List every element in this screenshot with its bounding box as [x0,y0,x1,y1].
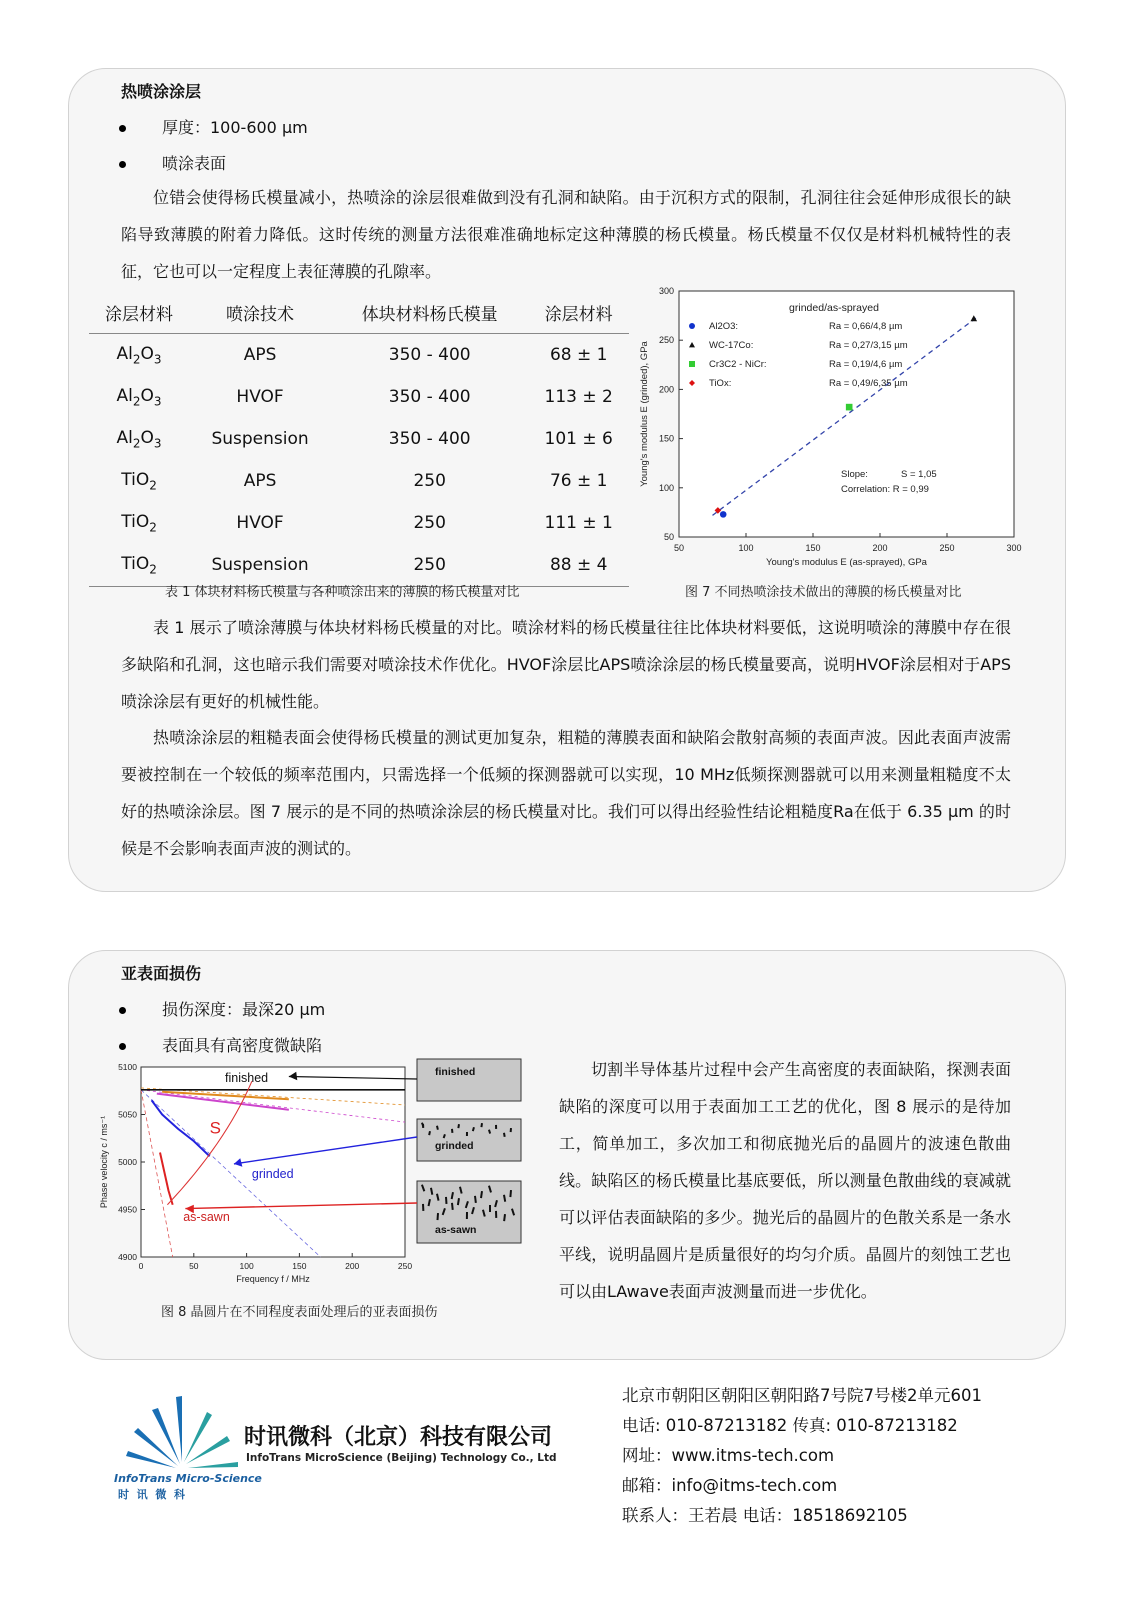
subscript: 3 [153,436,162,451]
material-text: O [140,427,154,448]
subscript: 2 [149,520,157,535]
material-text: TiO [121,469,150,490]
paragraph: 表 1 展示了喷涂薄膜与体块材料杨氏模量的对比。喷涂材料的杨氏模量往往比体块材料要低，这说明喷涂的薄膜中存在很多缺陷和孔洞，这也暗示我们需要对喷涂技术作优化。HVOF涂层比APS喷涂涂层的杨氏模量要高，说明HVOF涂层相对于APS喷涂涂层有更好的机械性能。 [121,618,1011,711]
subsurface-damage-panel [68,950,1066,1360]
tech-cell: Suspension [211,429,309,449]
company-name-cn: 时讯微科（北京）科技有限公司 [244,1425,553,1450]
coat-cell: 88 ± 4 [528,544,629,587]
bullet-dot [119,1043,126,1050]
bullet-dot [119,1007,126,1014]
bullet-text: 厚度：100-600 µm [162,118,308,137]
x-tick-label: 300 [1006,543,1022,553]
coat-cell: 68 ± 1 [549,345,608,365]
coat-cell: 111 ± 1 [544,513,613,533]
x-axis-label: Young's modulus E (as-sprayed), GPa [766,557,927,568]
x-tick-label: 50 [673,543,685,553]
address: 北京市朝阳区朝阳区朝阳路7号院7号楼2单元601 [622,1386,982,1405]
table-row [89,502,629,544]
y-axis-label: Young's modulus E (grinded), GPa [639,341,650,487]
x-tick-label: 200 [345,1261,360,1271]
tech-cell: HVOF [236,387,284,407]
legend-label: TiOx: [709,378,732,389]
defect-mark [495,1211,497,1218]
bulk-cell: 350 - 400 [388,429,471,449]
inset-label: finished [435,1066,476,1078]
table-header: 涂层材料 [528,291,629,334]
table-row [89,334,629,377]
subscript: 3 [153,394,162,409]
y-tick-label: 4950 [118,1204,137,1215]
material-cell [89,334,189,377]
legend-label: WC-17Co: [709,340,754,351]
legend-ra: Ra = 0,27/3,15 µm [829,340,908,351]
chart-title: grinded/as-sprayed [789,302,879,314]
material-text: Al [116,385,133,406]
bulk-cell: 350 - 400 [388,387,471,407]
figure-caption: 图 7 不同热喷涂技术做出的薄膜的杨氏模量对比 [685,585,962,600]
bullet-dot [119,125,126,132]
bullet-text: 喷涂表面 [162,154,227,173]
subscript: 2 [132,436,141,451]
inset-label: as-sawn [435,1224,477,1236]
correlation-label: Correlation: R = 0,99 [841,484,929,495]
table-row [89,460,629,502]
material-text: TiO [121,511,150,532]
bullet-item [119,997,325,1020]
tech-cell: APS [243,471,277,491]
material-text: Al [116,343,133,364]
figure-caption: 图 8 晶圆片在不同程度表面处理后的亚表面损伤 [161,1305,438,1320]
s-label: S [209,1118,221,1138]
y-tick-label: 250 [658,335,674,346]
bullet-text: 损伤深度：最深20 µm [162,1000,326,1019]
dispersion-chart [95,1051,525,1301]
y-tick-label: 5100 [118,1062,137,1072]
y-tick-label: 50 [663,532,674,542]
material-text: TiO [121,553,150,574]
tech-cell: APS [243,345,277,365]
legend-ra: Ra = 0,19/4,6 µm [829,359,903,370]
logo-text-cn: 时 讯 微 科 [118,1488,185,1501]
coat-cell: 101 ± 6 [544,429,613,449]
coat-cell: 76 ± 1 [549,471,608,491]
data-point [720,511,727,518]
x-tick-label: 250 [939,543,955,553]
material-cell [89,376,189,418]
bullet-item [119,115,308,138]
section-heading: 热喷涂涂层 [121,82,202,101]
section-heading: 亚表面损伤 [121,964,202,983]
x-tick-label: 100 [738,543,754,553]
x-tick-label: 200 [872,543,888,553]
website-link[interactable]: 网址：www.itms-tech.com [622,1446,835,1465]
youngs-modulus-chart [629,281,1029,591]
table-header: 喷涂技术 [189,291,331,334]
table-row [89,376,629,418]
x-tick-label: 0 [138,1261,144,1271]
bullet-item [119,151,226,174]
defect-mark [489,1205,491,1212]
y-tick-label: 300 [658,286,674,296]
company-name-en: InfoTrans MicroScience (Beijing) Technology Co., Ltd [246,1452,557,1464]
legend-label: Cr3C2 - NiCr: [709,359,767,370]
legend-marker [689,323,695,329]
inset-label: grinded [435,1140,474,1152]
y-tick-label: 100 [658,482,674,493]
material-cell [89,460,189,502]
legend-ra: Ra = 0,66/4,8 µm [829,321,903,332]
subscript: 2 [149,562,157,577]
defect-mark [451,1129,453,1133]
x-tick-label: 250 [397,1261,413,1271]
thermal-spray-panel [68,68,1066,892]
bulk-cell: 350 - 400 [388,345,471,365]
legend-ra: Ra = 0,49/6,35 µm [829,378,908,389]
logo-text-en: InfoTrans Micro-Science [114,1472,262,1485]
slope-value: S = 1,05 [901,469,937,480]
subscript: 3 [153,352,162,367]
as-sawn-label: as-sawn [183,1209,230,1224]
bulk-cell: 250 [331,544,528,587]
material-text: Al [116,427,133,448]
email-link[interactable]: 邮箱：info@itms-tech.com [622,1476,838,1495]
x-tick-label: 150 [805,543,821,553]
defect-mark [422,1204,424,1211]
y-tick-label: 5050 [118,1109,137,1120]
y-tick-label: 5000 [118,1157,137,1167]
paragraph: 位错会使得杨氏模量减小，热喷涂的涂层很难做到没有孔洞和缺陷。由于沉积方式的限制，孔洞往往会延伸形成很长的缺陷导致薄膜的附着力降低。这时传统的测量方法很难准确地标定这种薄膜的杨氏模量。杨氏模量不仅仅是材料机械特性的表征，它也可以一定程度上表征薄膜的孔隙率。 [121,188,1011,281]
y-tick-label: 150 [658,433,674,444]
table-header: 体块材料杨氏模量 [331,291,528,334]
tech-cell: HVOF [236,513,284,533]
legend-label: Al2O3: [709,321,739,332]
table-header: 涂层材料 [89,291,189,334]
x-tick-label: 150 [292,1261,307,1271]
defect-mark [466,1132,468,1136]
x-axis-label: Frequency f / MHz [236,1274,310,1284]
subscript: 2 [149,478,157,493]
contact-person: 联系人：王若晨 电话：18518692105 [622,1506,908,1525]
y-tick-label: 200 [658,384,674,395]
coat-cell: 113 ± 2 [544,387,613,407]
material-text: O [140,385,154,406]
material-text: O [140,343,154,364]
tech-cell: Suspension [189,544,331,587]
y-axis-label: Phase velocity c / ms⁻¹ [99,1115,109,1209]
bulk-cell: 250 [413,513,446,533]
grinded-label: grinded [251,1167,294,1182]
defect-mark [466,1212,468,1219]
x-tick-label: 100 [239,1261,254,1271]
finished-label: finished [225,1071,269,1086]
phone-fax: 电话: 010-87213182 传真: 010-87213182 [622,1416,958,1435]
paragraph: 切割半导体基片过程中会产生高密度的表面缺陷，探测表面缺陷的深度可以用于表面加工工艺的优化，图 8 展示的是待加工，简单加工，多次加工和彻底抛光后的晶圆片的波速色散曲线。缺陷区的杨氏模量比基底要低，所以测量色散曲线的衰减就可以评估表面缺陷的多少。抛光后的晶圆片的色散关系是一条水平线，说明晶圆片是质量很好的均匀介质。晶圆片的刻蚀工艺也可以由LAwave表面声波测量而进一步优化。 [559,1060,1011,1301]
subscript: 2 [132,352,141,367]
table-header-row [89,291,629,334]
bullet-dot [119,161,126,168]
material-cell [89,418,189,460]
paragraph: 热喷涂涂层的粗糙表面会使得杨氏模量的测试更加复杂，粗糙的薄膜表面和缺陷会散射高频的表面声波。因此表面声波需要被控制在一个较低的频率范围内，只需选择一个低频的探测器就可以实现，10 MHz低频探测器就可以用来测量粗糙度不太好的热喷涂涂层。图 7 展示的是不同的热喷涂涂层的杨氏模量对比。我们可以得出经验性结论粗糙度Ra在低于 6.35 µm 的时候是不会影响表面声波的测试的。 [121,728,1011,858]
material-cell [89,502,189,544]
y-tick-label: 4900 [118,1252,137,1262]
subscript: 2 [132,394,141,409]
defect-mark [495,1125,497,1129]
defect-mark [510,1128,512,1132]
defect-mark [422,1124,424,1128]
bulk-cell: 250 [413,471,446,491]
x-tick-label: 50 [189,1261,199,1271]
bullet-text: 表面具有高密度微缺陷 [162,1036,323,1055]
modulus-table [89,291,629,587]
table-caption: 表 1 体块材料杨氏模量与各种喷涂出来的薄膜的杨氏模量对比 [165,585,520,600]
table-row [89,418,629,460]
legend-marker [689,361,695,367]
data-point [846,404,853,411]
slope-label: Slope: [841,469,868,480]
